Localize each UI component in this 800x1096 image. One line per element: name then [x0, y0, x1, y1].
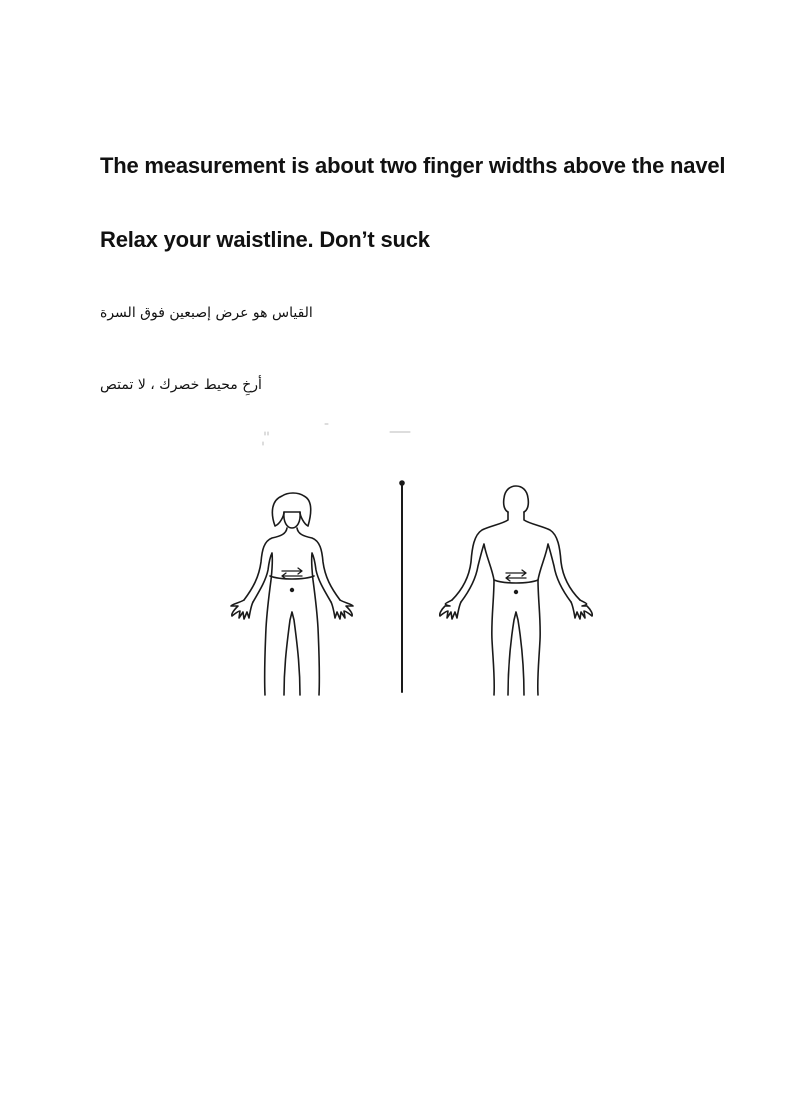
- female-right-hand: [331, 600, 353, 619]
- waist-measurement-illustration: [220, 420, 600, 705]
- male-right-hand: [571, 600, 592, 619]
- male-left-hand: [440, 600, 461, 619]
- instruction-relax-waist: Relax your waistline. Don’t suck: [100, 227, 430, 252]
- male-figure: [440, 486, 593, 695]
- female-hair: [272, 493, 310, 526]
- female-right-arm-outer: [297, 528, 340, 600]
- waist-arrow-icon: [506, 570, 526, 581]
- female-face: [284, 512, 300, 528]
- male-left-torso: [461, 544, 494, 695]
- female-left-arm-outer: [244, 528, 287, 600]
- instruction-navel-position-arabic: القياس هو عرض إصبعين فوق السرة: [100, 305, 313, 321]
- male-inner-legs: [508, 612, 524, 695]
- body-diagram: [220, 420, 600, 705]
- waist-arrow-icon: [282, 568, 302, 579]
- instruction-navel-position: The measurement is about two finger widths above the navel: [100, 153, 726, 178]
- male-right-torso: [538, 544, 571, 695]
- male-waist-line: [494, 580, 538, 583]
- female-left-torso: [253, 553, 272, 695]
- instruction-relax-waist-arabic: أرخِ محيط خصرك ، لا تمتص: [100, 377, 262, 393]
- scan-specks: [263, 424, 410, 445]
- female-left-hand: [231, 600, 253, 619]
- female-navel: [290, 588, 294, 592]
- female-right-torso: [312, 553, 331, 695]
- male-head: [504, 486, 529, 512]
- male-navel: [514, 590, 518, 594]
- female-inner-legs: [284, 612, 300, 695]
- measuring-pole: [399, 480, 405, 692]
- female-figure: [231, 493, 353, 695]
